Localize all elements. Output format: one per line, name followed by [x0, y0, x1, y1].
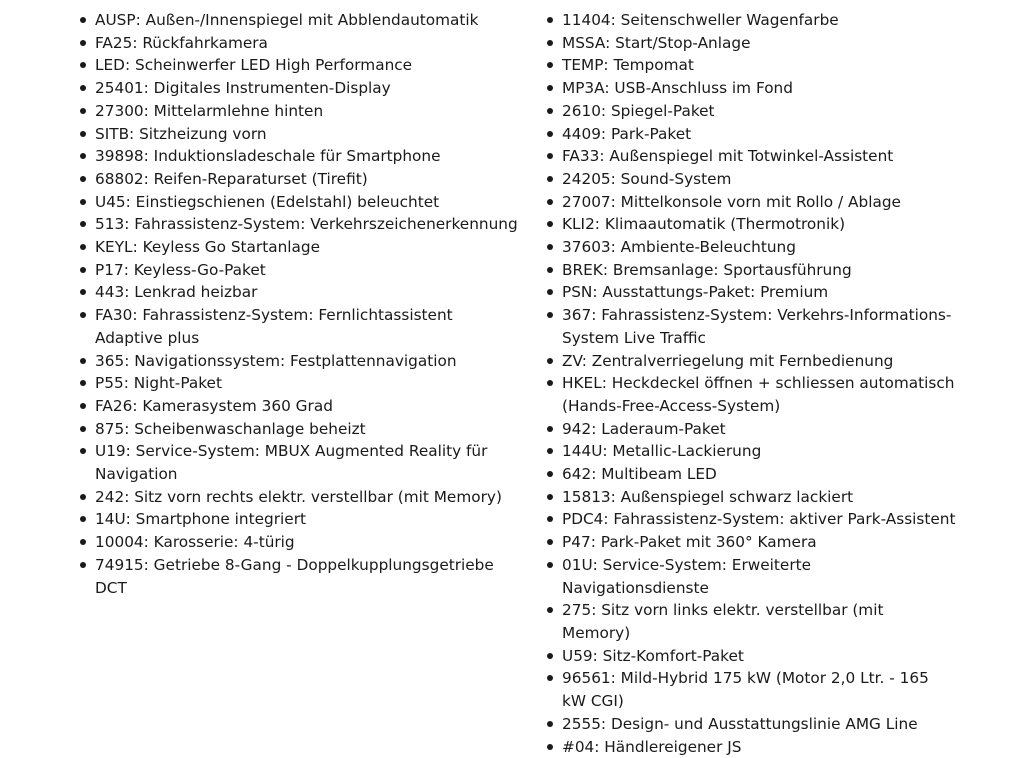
list-item-text: U45: Einstiegschienen (Edelstahl) beleuchtet: [95, 193, 439, 211]
bullet-icon: [80, 62, 86, 68]
bullet-icon: [547, 607, 553, 613]
bullet-icon: [547, 675, 553, 681]
list-item-text: 10004: Karosserie: 4-türig: [95, 533, 295, 551]
list-item: [79, 54, 519, 77]
bullet-icon: [80, 289, 86, 295]
bullet-icon: [80, 448, 86, 454]
list-item-text: KEYL: Keyless Go Startanlage: [95, 238, 320, 256]
bullet-icon: [547, 448, 553, 454]
bullet-icon: [80, 153, 86, 159]
list-item-text: LED: Scheinwerfer LED High Performance: [95, 56, 412, 74]
bullet-icon: [547, 199, 553, 205]
list-item: [546, 259, 956, 282]
list-item: [546, 9, 956, 32]
bullet-icon: [80, 17, 86, 23]
list-item: [546, 713, 956, 736]
bullet-icon: [547, 289, 553, 295]
equipment-list-left-column: [79, 9, 519, 599]
bullet-icon: [80, 562, 86, 568]
bullet-icon: [80, 85, 86, 91]
list-item: [546, 508, 956, 531]
list-item: [79, 372, 519, 395]
bullet-icon: [547, 131, 553, 137]
list-item-text: 2610: Spiegel-Paket: [562, 102, 715, 120]
bullet-icon: [80, 380, 86, 386]
bullet-icon: [547, 312, 553, 318]
list-item-text: 11404: Seitenschweller Wagenfarbe: [562, 11, 839, 29]
list-item-text: U19: Service-System: MBUX Augmented Reality für Navigation: [95, 442, 487, 483]
list-item: [79, 259, 519, 282]
list-item: [546, 350, 956, 373]
bullet-icon: [80, 494, 86, 500]
bullet-icon: [547, 62, 553, 68]
bullet-icon: [547, 494, 553, 500]
list-item: [546, 599, 956, 644]
list-item: [546, 531, 956, 554]
list-item: [546, 54, 956, 77]
list-item: [79, 77, 519, 100]
list-item-text: KLI2: Klimaautomatik (Thermotronik): [562, 215, 845, 233]
list-item: [79, 440, 519, 485]
list-item: [546, 236, 956, 259]
list-item: [546, 486, 956, 509]
bullet-icon: [547, 744, 553, 750]
bullet-icon: [80, 403, 86, 409]
bullet-icon: [80, 244, 86, 250]
list-item-text: MSSA: Start/Stop-Anlage: [562, 34, 751, 52]
list-item-text: 74915: Getriebe 8-Gang - Doppelkupplungsgetriebe DCT: [95, 556, 494, 597]
list-item-text: 68802: Reifen-Reparaturset (Tirefit): [95, 170, 368, 188]
list-item: [79, 531, 519, 554]
list-item: [79, 168, 519, 191]
list-item-text: FA25: Rückfahrkamera: [95, 34, 268, 52]
list-item: [546, 645, 956, 668]
bullet-icon: [547, 17, 553, 23]
list-item: [79, 508, 519, 531]
bullet-icon: [547, 358, 553, 364]
list-item: [79, 395, 519, 418]
list-item: [79, 281, 519, 304]
list-item: [79, 304, 519, 349]
list-item-text: 4409: Park-Paket: [562, 125, 691, 143]
bullet-icon: [547, 516, 553, 522]
list-item-text: 01U: Service-System: Erweiterte Navigationsdienste: [562, 556, 811, 597]
list-item-text: 2555: Design- und Ausstattungslinie AMG Line: [562, 715, 918, 733]
list-item-text: FA26: Kamerasystem 360 Grad: [95, 397, 333, 415]
bullet-icon: [547, 176, 553, 182]
bullet-icon: [80, 176, 86, 182]
list-item-text: BREK: Bremsanlage: Sportausführung: [562, 261, 852, 279]
list-item: [546, 418, 956, 441]
list-item-text: P55: Night-Paket: [95, 374, 222, 392]
bullet-icon: [80, 131, 86, 137]
list-item: [546, 667, 956, 712]
equipment-list-right-column: [546, 9, 956, 758]
list-item-text: 14U: Smartphone integriert: [95, 510, 306, 528]
bullet-icon: [547, 85, 553, 91]
bullet-icon: [547, 108, 553, 114]
list-item: [79, 123, 519, 146]
list-item-text: 25401: Digitales Instrumenten-Display: [95, 79, 391, 97]
list-item-text: FA30: Fahrassistenz-System: Fernlichtassistent Adaptive plus: [95, 306, 453, 347]
list-item-text: 513: Fahrassistenz-System: Verkehrszeichenerkennung: [95, 215, 518, 233]
bullet-icon: [547, 244, 553, 250]
list-item: [79, 418, 519, 441]
list-item-text: 24205: Sound-System: [562, 170, 731, 188]
bullet-icon: [547, 426, 553, 432]
list-item: [546, 463, 956, 486]
list-item: [546, 123, 956, 146]
list-item-text: TEMP: Tempomat: [562, 56, 694, 74]
bullet-icon: [80, 312, 86, 318]
list-item-text: 367: Fahrassistenz-System: Verkehrs-Informations-System Live Traffic: [562, 306, 951, 347]
list-item: [79, 9, 519, 32]
bullet-icon: [80, 221, 86, 227]
list-item: [546, 372, 956, 417]
list-item: [546, 100, 956, 123]
bullet-icon: [547, 380, 553, 386]
bullet-icon: [80, 426, 86, 432]
list-item-text: MP3A: USB-Anschluss im Fond: [562, 79, 793, 97]
list-item-text: 96561: Mild-Hybrid 175 kW (Motor 2,0 Ltr. - 165 kW CGI): [562, 669, 929, 710]
list-item: [546, 440, 956, 463]
list-item-text: P17: Keyless-Go-Paket: [95, 261, 266, 279]
list-item: [79, 100, 519, 123]
bullet-icon: [547, 562, 553, 568]
bullet-icon: [547, 40, 553, 46]
list-item-text: 242: Sitz vorn rechts elektr. verstellbar (mit Memory): [95, 488, 502, 506]
list-item: [546, 77, 956, 100]
bullet-icon: [80, 267, 86, 273]
list-item: [546, 304, 956, 349]
list-item-text: 365: Navigationssystem: Festplattennavigation: [95, 352, 457, 370]
list-item: [546, 191, 956, 214]
list-item-text: ZV: Zentralverriegelung mit Fernbedienung: [562, 352, 893, 370]
list-item: [546, 736, 956, 758]
list-item-text: 39898: Induktionsladeschale für Smartphone: [95, 147, 441, 165]
list-item-text: HKEL: Heckdeckel öffnen + schliessen automatisch (Hands-Free-Access-System): [562, 374, 954, 415]
list-item-text: 37603: Ambiente-Beleuchtung: [562, 238, 796, 256]
list-item-text: 27300: Mittelarmlehne hinten: [95, 102, 323, 120]
list-item-text: SITB: Sitzheizung vorn: [95, 125, 267, 143]
bullet-icon: [80, 199, 86, 205]
list-item-text: 875: Scheibenwaschanlage beheizt: [95, 420, 366, 438]
list-item-text: 642: Multibeam LED: [562, 465, 717, 483]
bullet-icon: [547, 153, 553, 159]
list-item: [79, 145, 519, 168]
list-item: [546, 32, 956, 55]
list-item: [79, 486, 519, 509]
list-item: [546, 145, 956, 168]
bullet-icon: [80, 40, 86, 46]
list-item-text: U59: Sitz-Komfort-Paket: [562, 647, 744, 665]
list-item-text: 942: Laderaum-Paket: [562, 420, 726, 438]
list-item: [546, 554, 956, 599]
list-item-text: 144U: Metallic-Lackierung: [562, 442, 761, 460]
list-item-text: P47: Park-Paket mit 360° Kamera: [562, 533, 817, 551]
list-item: [79, 350, 519, 373]
list-item: [79, 32, 519, 55]
list-item-text: #04: Händlereigener JS: [562, 738, 741, 756]
list-item: [546, 281, 956, 304]
list-item-text: 27007: Mittelkonsole vorn mit Rollo / Ablage: [562, 193, 901, 211]
list-item-text: PDC4: Fahrassistenz-System: aktiver Park-Assistent: [562, 510, 956, 528]
list-item-text: 15813: Außenspiegel schwarz lackiert: [562, 488, 853, 506]
list-item-text: 275: Sitz vorn links elektr. verstellbar (mit Memory): [562, 601, 883, 642]
bullet-icon: [547, 539, 553, 545]
list-item-text: 443: Lenkrad heizbar: [95, 283, 257, 301]
bullet-icon: [80, 516, 86, 522]
list-item: [79, 213, 519, 236]
bullet-icon: [80, 539, 86, 545]
list-item-text: PSN: Ausstattungs-Paket: Premium: [562, 283, 828, 301]
equipment-list: [0, 9, 1024, 744]
list-item-text: AUSP: Außen-/Innenspiegel mit Abblendautomatik: [95, 11, 479, 29]
list-item: [79, 554, 519, 599]
bullet-icon: [547, 267, 553, 273]
bullet-icon: [547, 653, 553, 659]
list-item: [79, 236, 519, 259]
list-item: [546, 168, 956, 191]
bullet-icon: [547, 471, 553, 477]
list-item-text: FA33: Außenspiegel mit Totwinkel-Assistent: [562, 147, 893, 165]
bullet-icon: [547, 721, 553, 727]
bullet-icon: [80, 358, 86, 364]
list-item: [546, 213, 956, 236]
bullet-icon: [547, 221, 553, 227]
bullet-icon: [80, 108, 86, 114]
list-item: [79, 191, 519, 214]
